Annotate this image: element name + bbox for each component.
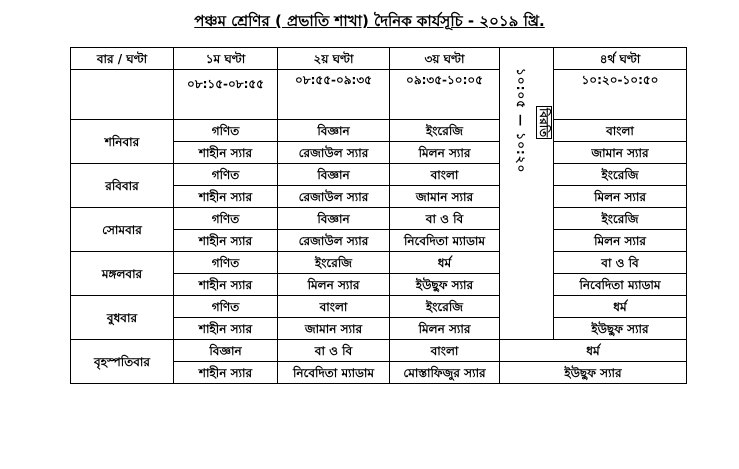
teacher-cell: জামান স্যার <box>278 318 390 340</box>
break-label: বিরতি <box>537 108 551 138</box>
subject-cell: বা ও বি <box>390 208 500 230</box>
table-row <box>71 120 687 142</box>
break-column <box>500 48 554 340</box>
day-label: মঙ্গলবার <box>71 252 174 296</box>
subject-cell: গণিত <box>174 208 278 230</box>
break-time: ১০:০৫ — ১০:২০ <box>514 68 528 174</box>
header-row <box>71 48 687 70</box>
teacher-cell: ইউছুফ স্যার <box>554 318 687 340</box>
time-blank-cell <box>71 70 174 120</box>
day-label: বৃহস্পতিবার <box>71 340 174 384</box>
teacher-cell: মোস্তাফিজুর স্যার <box>390 362 500 384</box>
subject-cell: বিজ্ঞান <box>278 120 390 142</box>
teacher-cell: ইউছুফ স্যার <box>390 274 500 296</box>
subject-cell: গণিত <box>174 296 278 318</box>
table-row <box>71 208 687 230</box>
teacher-cell: মিলন স্যার <box>554 230 687 252</box>
subject-cell: গণিত <box>174 252 278 274</box>
teacher-cell: জামান স্যার <box>554 142 687 164</box>
teacher-cell: মিলন স্যার <box>554 186 687 208</box>
subject-cell: বিজ্ঞান <box>278 164 390 186</box>
class-routine-table <box>70 47 687 384</box>
header-period-1: ১ম ঘণ্টা <box>174 48 278 70</box>
subject-cell: বা ও বি <box>278 340 390 362</box>
subject-cell: বা ও বি <box>554 252 687 274</box>
subject-cell: ইংরেজি <box>554 164 687 186</box>
teacher-cell: নিবেদিতা ম্যাডাম <box>278 362 390 384</box>
subject-cell: বিজ্ঞান <box>174 340 278 362</box>
time-period-3: ০৯:৩৫-১০:০৫ <box>390 70 500 120</box>
day-label: সোমবার <box>71 208 174 252</box>
subject-cell: গণিত <box>174 120 278 142</box>
header-period-4: ৪র্থ ঘণ্টা <box>554 48 687 70</box>
teacher-cell: শাহীন স্যার <box>174 318 278 340</box>
subject-cell: ধর্ম <box>390 252 500 274</box>
teacher-cell: মিলন স্যার <box>278 274 390 296</box>
subject-cell: বিজ্ঞান <box>278 208 390 230</box>
teacher-cell: শাহীন স্যার <box>174 362 278 384</box>
subject-cell: গণিত <box>174 164 278 186</box>
subject-cell: বাংলা <box>390 164 500 186</box>
subject-cell: ইংরেজি <box>390 120 500 142</box>
teacher-cell: শাহীন স্যার <box>174 230 278 252</box>
subject-cell: ইংরেজি <box>390 296 500 318</box>
subject-cell: বাংলা <box>554 120 687 142</box>
time-period-4: ১০:২০-১০:৫০ <box>554 70 687 120</box>
subject-cell: বাংলা <box>390 340 500 362</box>
table-row <box>71 296 687 318</box>
subject-cell: ধর্ম <box>500 340 687 362</box>
page-title: পঞ্চম শ্রেণির ( প্রভাতি শাখা) দৈনিক কার্যসূচি - ২০১৯ খ্রি. <box>194 12 545 30</box>
day-label: শনিবার <box>71 120 174 164</box>
time-period-1: ০৮:১৫-০৮:৫৫ <box>174 70 278 120</box>
day-label: রবিবার <box>71 164 174 208</box>
time-row <box>71 70 687 120</box>
table-row <box>71 164 687 186</box>
table-row <box>71 252 687 274</box>
teacher-cell: ইউছুফ স্যার <box>500 362 687 384</box>
time-period-2: ০৮:৫৫-০৯:৩৫ <box>278 70 390 120</box>
day-label: বুধবার <box>71 296 174 340</box>
teacher-cell: মিলন স্যার <box>390 318 500 340</box>
header-period-3: ৩য় ঘণ্টা <box>390 48 500 70</box>
table-row <box>71 340 687 362</box>
teacher-cell: শাহীন স্যার <box>174 274 278 296</box>
teacher-cell: নিবেদিতা ম্যাডাম <box>554 274 687 296</box>
subject-cell: ইংরেজি <box>554 208 687 230</box>
teacher-cell: নিবেদিতা ম্যাডাম <box>390 230 500 252</box>
subject-cell: ধর্ম <box>554 296 687 318</box>
teacher-cell: রেজাউল স্যার <box>278 142 390 164</box>
header-day-period: বার / ঘণ্টা <box>71 48 174 70</box>
teacher-cell: রেজাউল স্যার <box>278 186 390 208</box>
teacher-cell: রেজাউল স্যার <box>278 230 390 252</box>
teacher-cell: জামান স্যার <box>390 186 500 208</box>
teacher-cell: মিলন স্যার <box>390 142 500 164</box>
header-period-2: ২য় ঘণ্টা <box>278 48 390 70</box>
subject-cell: বাংলা <box>278 296 390 318</box>
teacher-cell: শাহীন স্যার <box>174 186 278 208</box>
subject-cell: ইংরেজি <box>278 252 390 274</box>
teacher-cell: শাহীন স্যার <box>174 142 278 164</box>
